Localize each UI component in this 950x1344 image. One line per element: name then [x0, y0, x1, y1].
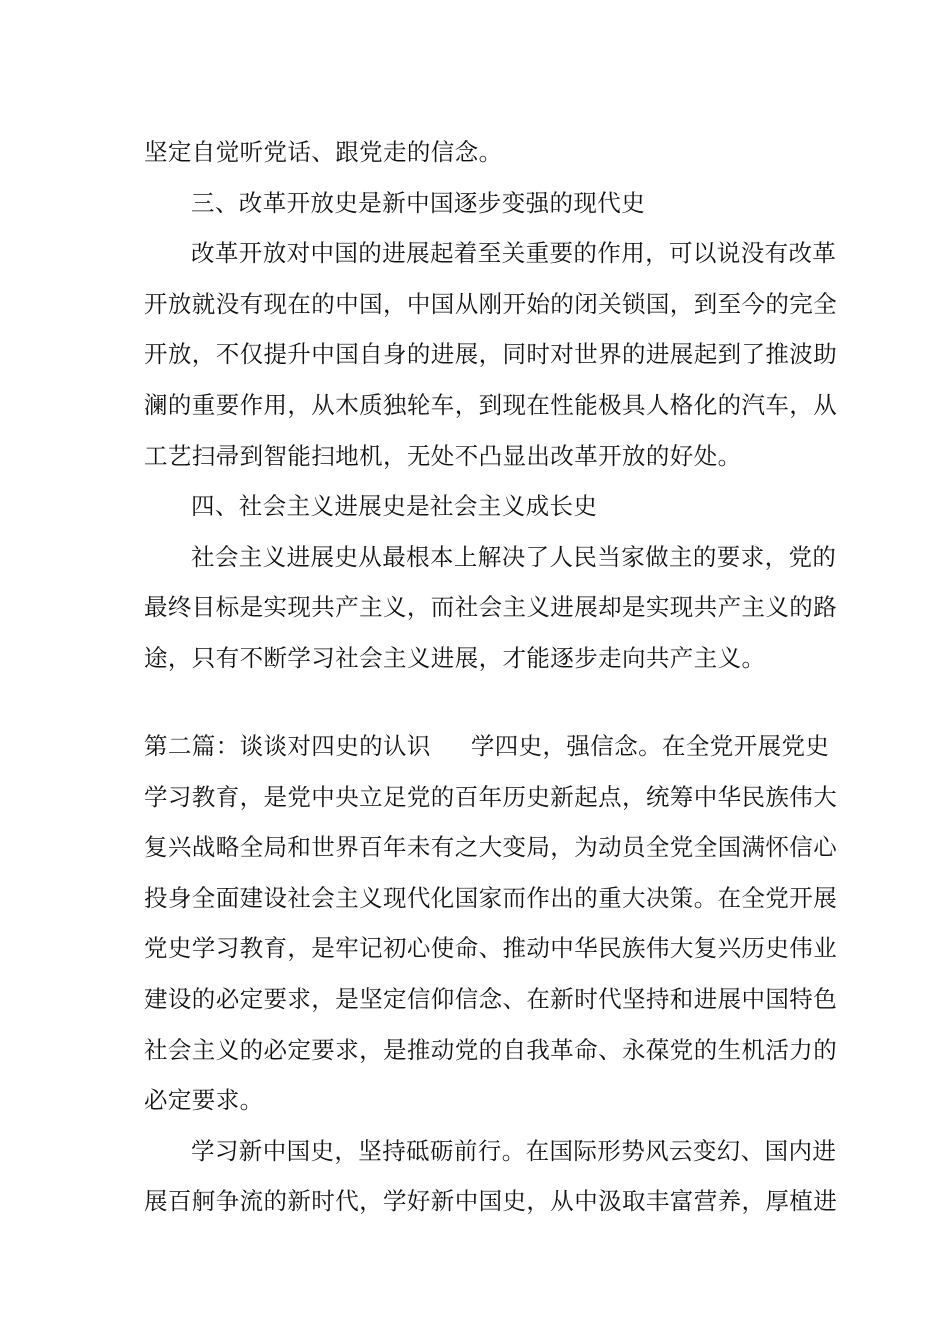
paragraph-line: 途，只有不断学习社会主义进展，才能逐步走向共产主义。 [144, 643, 766, 672]
paragraph-line: 坚定自觉听党话、跟党走的信念。 [144, 138, 503, 166]
paragraph-line: 学习新中国史，坚持砥砺前行。在国际形势风云变幻、国内进 [191, 1136, 837, 1165]
text-block-section-two [144, 721, 838, 1227]
paragraph-line: 澜的重要作用，从木质独轮车，到现在性能极具人格化的汽车，从 [144, 390, 838, 419]
paragraph-line: 复兴战略全局和世界百年未有之大变局，为动员全党全国满怀信心 [144, 833, 838, 862]
article-two-heading: 第二篇：谈谈对四史的认识 [144, 732, 431, 760]
section-heading-reform: 三、改革开放史是新中国逐步变强的现代史 [191, 188, 646, 217]
paragraph-line: 社会主义进展史从最根本上解决了人民当家做主的要求，党的 [191, 542, 837, 571]
paragraph-line-first [144, 721, 830, 772]
paragraph-line: 工艺扫帚到智能扫地机，无处不凸显出改革开放的好处。 [144, 441, 742, 470]
section-heading-socialism: 四、社会主义进展史是社会主义成长史 [191, 492, 598, 521]
paragraph-line: 开放就没有现在的中国，中国从刚开始的闭关锁国，到至今的完全 [144, 289, 838, 318]
text-block-section-one [144, 127, 838, 684]
paragraph-line: 改革开放对中国的进展起着至关重要的作用，可以说没有改革 [191, 239, 837, 268]
paragraph-line: 社会主义的必定要求，是推动党的自我革命、永葆党的生机活力的 [144, 1035, 838, 1064]
paragraph-line: 必定要求。 [144, 1086, 264, 1115]
paragraph-line: 开放，不仅提升中国自身的进展，同时对世界的进展起到了推波助 [144, 340, 838, 369]
paragraph-line: 展百舸争流的新时代，学好新中国史，从中汲取丰富营养，厚植进 [144, 1187, 838, 1216]
paragraph-line: 最终目标是实现共产主义，而社会主义进展却是实现共产主义的路 [144, 593, 838, 622]
paragraph-line: 投身全面建设社会主义现代化国家而作出的重大决策。在全党开展 [144, 883, 838, 912]
paragraph-line: 学习教育，是党中央立足党的百年历史新起点，统筹中华民族伟大 [144, 782, 838, 811]
paragraph-line: 党史学习教育，是牢记初心使命、推动中华民族伟大复兴历史伟业 [144, 934, 838, 963]
paragraph-line-tail: 学四史，强信念。在全党开展党史 [470, 732, 830, 760]
paragraph-line: 建设的必定要求，是坚定信仰信念、在新时代坚持和进展中国特色 [144, 984, 838, 1013]
